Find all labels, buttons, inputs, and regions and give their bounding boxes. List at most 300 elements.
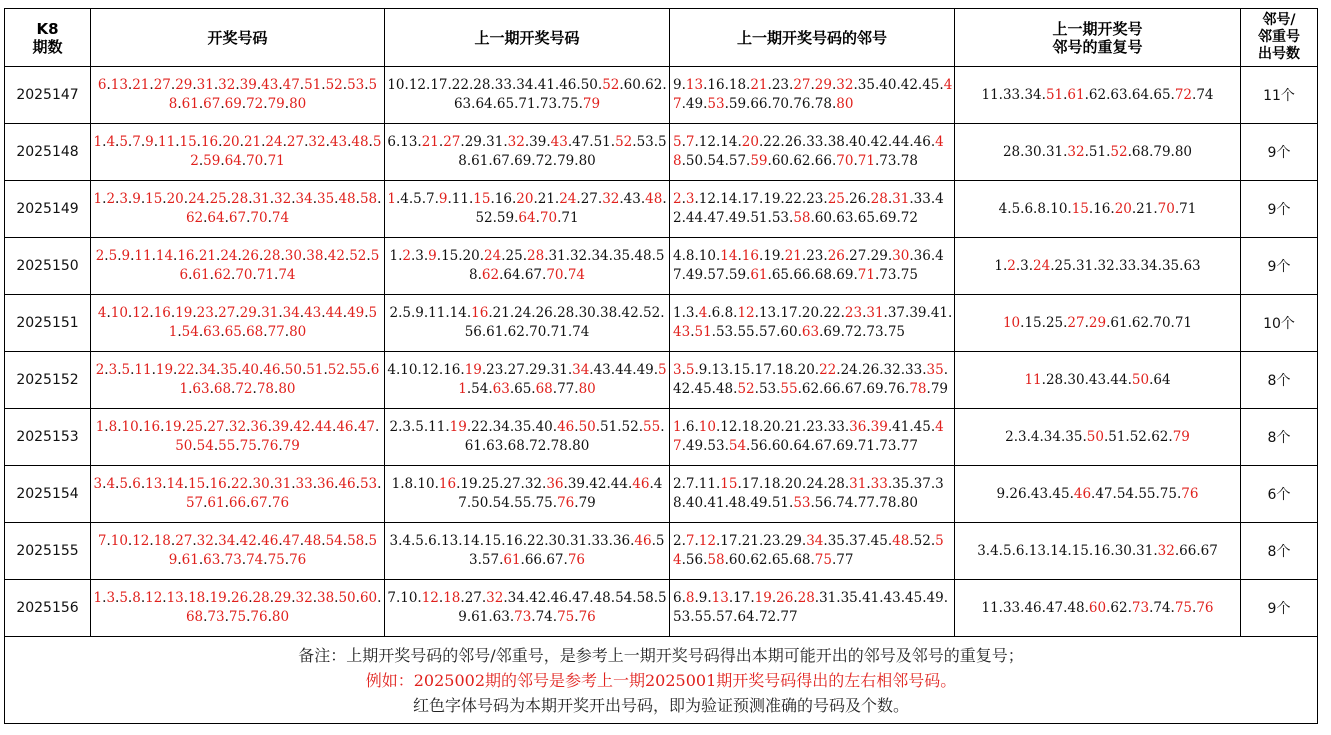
number: 47 <box>707 210 725 226</box>
number: 30 <box>548 533 566 549</box>
number: 38 <box>306 248 324 264</box>
number: 24 <box>265 134 283 150</box>
number: 3 <box>673 362 682 378</box>
number: 68 <box>507 438 525 454</box>
number: 18 <box>443 590 461 606</box>
number: 78 <box>814 96 832 112</box>
number: 48 <box>645 191 663 207</box>
number: 65 <box>224 324 242 340</box>
number: 26 <box>776 590 794 606</box>
draw-numbers-cell: 4.10.12.16.19.23.27.29.31.34.43.44.49.51.54.63.65.68.77.80 <box>91 295 385 352</box>
number: 75 <box>267 552 285 568</box>
number: 43 <box>261 77 279 93</box>
number: 36 <box>316 476 335 492</box>
number: 31 <box>486 134 504 150</box>
number: 35 <box>612 248 631 264</box>
number: 61 <box>1067 86 1085 103</box>
number: 27 <box>507 362 525 378</box>
number: 39 <box>271 419 290 435</box>
number: 8 <box>108 419 118 435</box>
hit-count-cell: 9个 <box>1241 181 1318 238</box>
number: 46 <box>632 476 650 492</box>
number: 52 <box>325 77 343 93</box>
number: 76 <box>557 495 575 511</box>
number: 33 <box>806 134 824 150</box>
number: 32 <box>883 362 901 378</box>
number: 44 <box>314 419 333 435</box>
number: 67 <box>228 210 247 226</box>
number: 75 <box>228 609 247 625</box>
number: 28 <box>231 191 249 207</box>
number: 56 <box>685 552 704 568</box>
number: 54 <box>492 495 510 511</box>
number: 10 <box>110 533 128 549</box>
number: 20 <box>516 191 534 207</box>
number: 52 <box>621 419 639 435</box>
number: 3 <box>1020 257 1029 274</box>
draw-numbers-cell: 1.8.10.16.19.25.27.32.36.39.42.44.46.47.50.54.55.75.76.79 <box>91 409 385 466</box>
number: 57 <box>758 324 777 340</box>
number: 32 <box>295 590 313 606</box>
number: 5 <box>415 419 424 435</box>
number: 24 <box>1033 257 1051 274</box>
number: 65 <box>771 552 790 568</box>
number: 40 <box>535 419 553 435</box>
number: 39 <box>239 77 257 93</box>
number: 76 <box>250 609 268 625</box>
neighbor-numbers-cell: 6.8.9.13.17.19.26.28.31.35.41.43.45.49.53.55.57.64.72.77 <box>670 580 955 637</box>
number: 52 <box>1110 143 1128 160</box>
number: 75 <box>557 609 575 625</box>
number: 35 <box>316 191 335 207</box>
number: 19 <box>754 590 772 606</box>
number: 29 <box>784 533 802 549</box>
number: 18 <box>728 77 747 93</box>
number: 51 <box>304 77 322 93</box>
number: 11 <box>981 599 999 616</box>
number: 75 <box>1159 485 1177 502</box>
number: 20 <box>801 305 820 321</box>
number: 35 <box>1065 428 1083 445</box>
draw-numbers-cell: 1.4.5.7.9.11.15.16.20.21.24.27.32.43.48.52.59.64.70.71 <box>91 124 385 181</box>
number: 55 <box>1138 485 1156 502</box>
number: 32 <box>228 419 247 435</box>
repeat-numbers-cell: 1.2.3.24.25.31.32.33.34.35.63 <box>955 238 1241 295</box>
hit-count-cell: 8个 <box>1241 409 1318 466</box>
number: 72 <box>535 153 553 169</box>
number: 74 <box>1153 599 1171 616</box>
number: 48 <box>892 533 910 549</box>
number: 14 <box>462 533 480 549</box>
number: 54 <box>471 381 489 397</box>
header-count: 邻号/ 邻重号 出号数 <box>1241 9 1318 67</box>
number: 44 <box>325 305 343 321</box>
number: 57 <box>707 267 725 283</box>
number: 11 <box>134 362 152 378</box>
number: 46 <box>336 419 354 435</box>
number: 78 <box>900 153 918 169</box>
number: 67 <box>524 267 543 283</box>
number: 7 <box>97 533 107 549</box>
number: 46 <box>550 590 568 606</box>
number: 74 <box>535 609 553 625</box>
number: 6 <box>428 533 437 549</box>
number: 35 <box>892 476 910 492</box>
number: 3 <box>977 542 986 559</box>
number: 71 <box>857 438 875 454</box>
number: 11 <box>428 419 446 435</box>
number: 12 <box>421 362 439 378</box>
number: 16 <box>471 305 489 321</box>
number: 10 <box>121 419 139 435</box>
number: 76 <box>793 96 811 112</box>
number: 5 <box>108 248 118 264</box>
number: 14 <box>449 305 467 321</box>
number: 20 <box>222 134 240 150</box>
number: 69 <box>823 324 841 340</box>
number: 64 <box>1153 371 1171 388</box>
table-row <box>5 238 1318 295</box>
number: 33 <box>913 191 931 207</box>
number: 14 <box>720 191 738 207</box>
number: 18 <box>741 419 759 435</box>
number: 40 <box>849 134 867 150</box>
neighbor-numbers-cell: 2.7.12.17.21.23.29.34.35.37.45.48.52.54.56.58.60.62.65.68.75.77 <box>670 523 955 580</box>
draw-numbers-cell: 1.2.3.9.15.20.24.25.28.31.32.34.35.48.58.62.64.67.70.74 <box>91 181 385 238</box>
number: 80 <box>1174 143 1193 160</box>
number: 50 <box>175 438 193 454</box>
number: 71 <box>857 153 875 169</box>
prev-draw-numbers-cell: 4.10.12.16.19.23.27.29.31.34.43.44.49.51.54.63.65.68.77.80 <box>385 352 670 409</box>
number: 75 <box>900 267 918 283</box>
number: 52 <box>643 305 661 321</box>
number: 53 <box>707 438 725 454</box>
prev-draw-numbers-cell: 3.4.5.6.13.14.15.16.22.30.31.33.36.46.53.57.61.66.67.76 <box>385 523 670 580</box>
table-row <box>5 124 1318 181</box>
number: 36 <box>546 476 564 492</box>
number: 2 <box>1005 428 1014 445</box>
number: 12 <box>720 419 738 435</box>
number: 36 <box>612 533 631 549</box>
number: 43 <box>593 362 611 378</box>
header-repeats: 上一期开奖号 邻号的重复号 <box>955 9 1241 67</box>
neighbor-numbers-cell: 5.7.12.14.20.22.26.33.38.40.42.44.46.48.50.54.57.59.60.62.66.70.71.73.78 <box>670 124 955 181</box>
repeat-numbers-cell: 10.15.25.27.29.61.62.70.71 <box>955 295 1241 352</box>
number: 77 <box>900 438 918 454</box>
number: 67 <box>814 438 832 454</box>
number: 16 <box>438 476 457 492</box>
number: 79 <box>578 495 596 511</box>
number: 44 <box>892 134 910 150</box>
number: 34 <box>507 590 525 606</box>
number: 47 <box>673 248 944 283</box>
number: 11 <box>981 86 999 103</box>
number: 80 <box>278 381 296 397</box>
number: 22 <box>763 134 781 150</box>
number: 76 <box>1181 485 1199 502</box>
number: 65 <box>771 267 790 283</box>
number: 38 <box>673 476 944 511</box>
number: 73 <box>879 438 897 454</box>
number: 73 <box>879 153 897 169</box>
number: 69 <box>224 96 242 112</box>
number: 73 <box>1131 599 1150 616</box>
number: 29 <box>274 590 292 606</box>
number: 24 <box>220 248 238 264</box>
number: 44 <box>1110 371 1128 388</box>
number: 29 <box>870 248 888 264</box>
number: 38 <box>827 134 845 150</box>
number: 65 <box>1153 86 1171 103</box>
number: 53 <box>673 609 691 625</box>
hit-count-cell: 11个 <box>1241 67 1318 124</box>
number: 67 <box>546 552 564 568</box>
number: 69 <box>836 438 854 454</box>
number: 30 <box>1114 542 1132 559</box>
repeat-numbers-cell: 28.30.31.32.51.52.68.79.80 <box>955 124 1241 181</box>
number: 2 <box>1007 257 1016 274</box>
number: 48 <box>634 248 652 264</box>
number: 12 <box>698 134 716 150</box>
number: 59 <box>496 210 515 226</box>
number: 73 <box>224 552 242 568</box>
number: 19 <box>460 476 478 492</box>
number: 53 <box>468 533 665 568</box>
number: 35 <box>220 362 238 378</box>
number: 47 <box>1045 599 1064 616</box>
number: 80 <box>578 153 596 169</box>
number: 3 <box>1018 428 1027 445</box>
number: 21 <box>537 191 555 207</box>
number: 66 <box>524 552 543 568</box>
number: 25 <box>505 248 523 264</box>
header-neighbors: 上一期开奖号码的邻号 <box>670 9 955 67</box>
number: 63 <box>492 381 510 397</box>
number: 70 <box>539 210 558 226</box>
number: 71 <box>256 267 275 283</box>
number: 11 <box>158 134 176 150</box>
number: 62 <box>213 267 232 283</box>
number: 42 <box>621 305 639 321</box>
number: 68 <box>814 267 832 283</box>
number: 10 <box>698 248 716 264</box>
number: 33 <box>1118 257 1137 274</box>
number: 17 <box>780 305 798 321</box>
number: 45 <box>694 381 712 397</box>
number: 77 <box>267 324 285 340</box>
number: 5 <box>119 476 128 492</box>
number: 35 <box>514 419 532 435</box>
number: 56 <box>464 324 482 340</box>
number: 2 <box>402 248 411 264</box>
number: 72 <box>246 96 264 112</box>
number: 62 <box>1088 86 1107 103</box>
number: 22 <box>823 305 841 321</box>
number: 70 <box>771 96 790 112</box>
hit-count-cell: 9个 <box>1241 124 1318 181</box>
number: 34 <box>1043 428 1061 445</box>
table-row <box>5 523 1318 580</box>
number: 4 <box>387 362 396 378</box>
number: 15 <box>188 476 206 492</box>
number: 61 <box>750 267 768 283</box>
neighbor-numbers-cell: 2.7.11.15.17.18.20.24.28.31.33.35.37.38.40.41.48.49.51.53.56.74.77.78.80 <box>670 466 955 523</box>
number: 71 <box>518 96 536 112</box>
number: 27 <box>443 134 461 150</box>
number: 36 <box>250 419 268 435</box>
number: 73 <box>879 267 897 283</box>
number: 74 <box>836 495 854 511</box>
number: 45 <box>905 590 923 606</box>
number: 46 <box>263 362 281 378</box>
number: 28 <box>263 248 281 264</box>
number: 29 <box>175 77 193 93</box>
number: 9 <box>996 485 1006 502</box>
number: 26 <box>784 134 802 150</box>
number: 26 <box>849 191 867 207</box>
number: 28 <box>527 248 545 264</box>
number: 43 <box>329 134 348 150</box>
number: 64 <box>518 210 536 226</box>
prev-draw-numbers-cell: 1.4.5.7.9.11.15.16.20.21.24.27.32.43.48.52.59.64.70.71 <box>385 181 670 238</box>
number: 49 <box>685 438 704 454</box>
number: 33 <box>295 476 313 492</box>
number: 12 <box>421 590 439 606</box>
number: 54 <box>707 153 725 169</box>
number: 41 <box>537 77 555 93</box>
number: 68 <box>1131 143 1150 160</box>
number: 45 <box>870 533 888 549</box>
number: 25 <box>209 191 227 207</box>
repeat-numbers-cell: 3.4.5.6.13.14.15.16.30.31.32.66.67 <box>955 523 1241 580</box>
number: 70 <box>546 267 564 283</box>
number: 59 <box>203 153 221 169</box>
number: 66 <box>814 153 832 169</box>
number: 33 <box>591 533 609 549</box>
draw-numbers-cell: 2.3.5.11.19.22.34.35.40.46.50.51.52.55.61.63.68.72.78.80 <box>91 352 385 409</box>
number: 21 <box>421 134 439 150</box>
number: 33 <box>827 419 845 435</box>
number: 69 <box>836 267 854 283</box>
number: 67 <box>844 381 863 397</box>
number: 64 <box>475 96 493 112</box>
number: 13 <box>1028 542 1046 559</box>
prev-draw-numbers-cell: 2.3.5.11.19.22.34.35.40.46.50.51.52.55.61.63.68.72.78.80 <box>385 409 670 466</box>
number: 27 <box>286 134 305 150</box>
hit-count-cell: 8个 <box>1241 352 1318 409</box>
number: 63 <box>203 324 221 340</box>
number: 12 <box>737 305 755 321</box>
prev-draw-numbers-cell: 7.10.12.18.27.32.34.42.46.47.48.54.58.59.61.63.73.74.75.76 <box>385 580 670 637</box>
lottery-table <box>4 8 1318 724</box>
number: 35 <box>827 533 845 549</box>
number: 37 <box>913 476 931 492</box>
number: 4 <box>402 533 411 549</box>
number: 72 <box>235 381 253 397</box>
number: 4 <box>990 542 999 559</box>
prev-draw-numbers-cell: 6.13.21.27.29.31.32.39.43.47.51.52.53.58.61.67.69.72.79.80 <box>385 124 670 181</box>
number: 43 <box>623 191 641 207</box>
number: 31 <box>550 362 568 378</box>
number: 31 <box>819 590 837 606</box>
number: 31 <box>849 476 867 492</box>
number: 3 <box>685 191 695 207</box>
number: 27 <box>218 305 236 321</box>
number: 55 <box>643 419 661 435</box>
number: 26 <box>231 590 249 606</box>
number: 45 <box>922 77 940 93</box>
number: 47 <box>357 419 375 435</box>
number: 2 <box>673 476 682 492</box>
number: 16 <box>494 191 512 207</box>
table-row <box>5 67 1318 124</box>
number: 57 <box>185 495 204 511</box>
number: 10 <box>400 362 418 378</box>
number: 72 <box>758 609 777 625</box>
number: 31 <box>261 305 279 321</box>
number: 6 <box>387 134 396 150</box>
number: 70 <box>1157 200 1175 217</box>
number: 8 <box>132 590 141 606</box>
number: 34 <box>572 362 590 378</box>
number: 39 <box>909 305 927 321</box>
number: 46 <box>261 533 279 549</box>
number: 13 <box>441 533 459 549</box>
number: 31 <box>1045 143 1064 160</box>
number: 30 <box>252 476 270 492</box>
number: 36 <box>913 248 931 264</box>
number: 46 <box>557 419 575 435</box>
prev-draw-numbers-cell: 2.5.9.11.14.16.21.24.26.28.30.38.42.52.56.61.62.70.71.74 <box>385 295 670 352</box>
number: 79 <box>267 96 285 112</box>
number: 6 <box>673 590 682 606</box>
number: 22 <box>784 191 802 207</box>
period-cell: 2025156 <box>5 580 91 637</box>
number: 63 <box>203 552 221 568</box>
number: 24 <box>806 476 824 492</box>
number: 50 <box>1131 371 1150 388</box>
table-row <box>5 352 1318 409</box>
period-cell: 2025153 <box>5 409 91 466</box>
number: 80 <box>900 495 918 511</box>
number: 34 <box>1024 86 1042 103</box>
number: 73 <box>514 609 532 625</box>
number: 51 <box>1088 143 1107 160</box>
number: 64 <box>793 438 811 454</box>
number: 53 <box>758 381 777 397</box>
number: 65 <box>514 381 532 397</box>
number: 19 <box>175 305 193 321</box>
number: 4 <box>106 476 116 492</box>
number: 74 <box>1196 86 1214 103</box>
number: 12 <box>698 191 716 207</box>
number: 16 <box>177 248 195 264</box>
number: 61 <box>471 609 489 625</box>
number: 14 <box>1050 542 1068 559</box>
number: 79 <box>282 438 300 454</box>
number: 12 <box>408 77 427 93</box>
number: 38 <box>316 590 335 606</box>
number: 73 <box>866 324 884 340</box>
number: 32 <box>836 77 854 93</box>
number: 13 <box>400 134 418 150</box>
number: 31 <box>1076 257 1094 274</box>
neighbor-numbers-cell: 3.5.9.13.15.17.18.20.22.24.26.32.33.35.42.45.48.52.53.55.62.66.67.69.76.78.79 <box>670 352 955 409</box>
number: 34 <box>806 533 824 549</box>
number: 21 <box>741 533 759 549</box>
number: 70 <box>836 153 854 169</box>
number: 32 <box>507 134 525 150</box>
